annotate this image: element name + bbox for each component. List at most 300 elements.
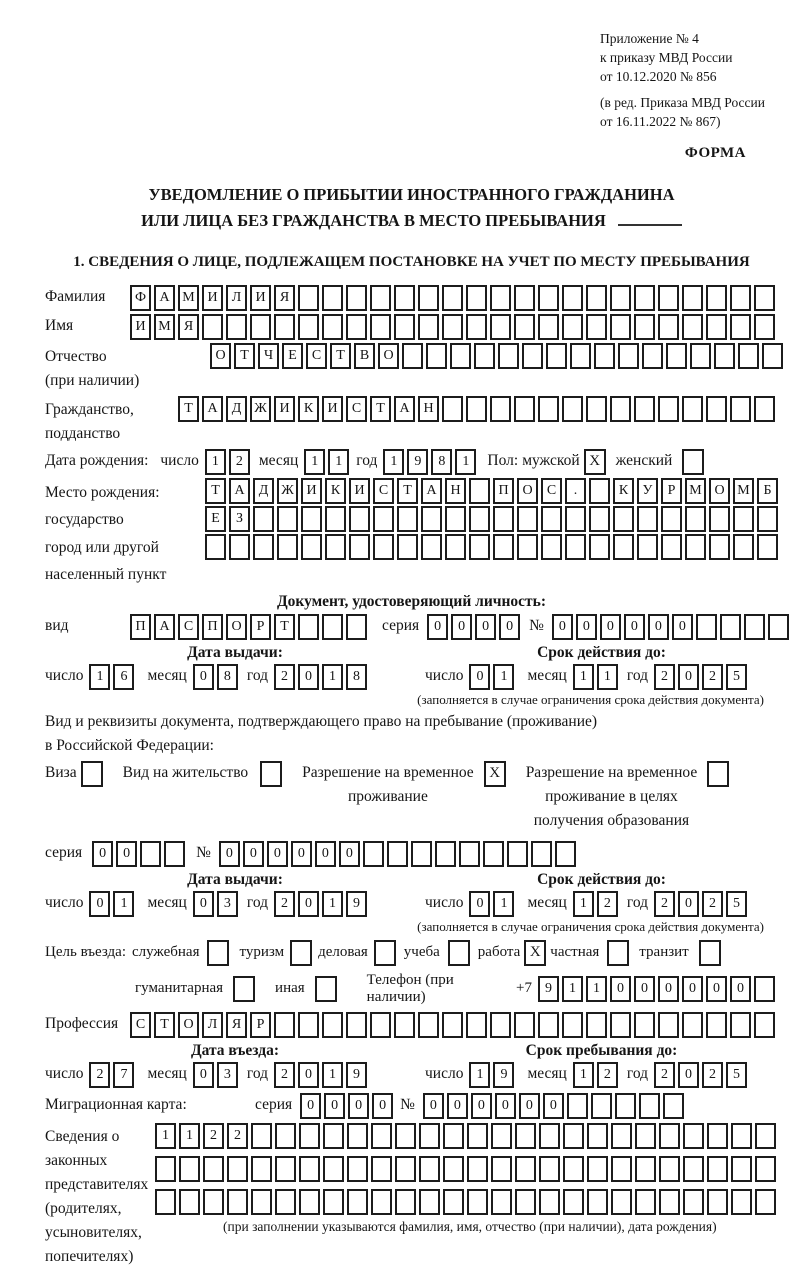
char-cell[interactable]: 0 [267,841,288,867]
char-cell[interactable] [483,841,504,867]
char-cell[interactable] [539,1156,560,1182]
char-cell[interactable] [755,1156,776,1182]
char-cell[interactable]: 1 [322,891,343,917]
char-cell[interactable]: Ж [250,396,271,422]
char-cell[interactable] [507,841,528,867]
char-cell[interactable]: М [154,314,175,340]
char-cell[interactable] [467,1123,488,1149]
char-cell[interactable] [555,841,576,867]
char-cell[interactable] [298,614,319,640]
char-cell[interactable] [227,1156,248,1182]
char-cell[interactable]: З [229,506,250,532]
char-cell[interactable]: 0 [552,614,573,640]
char-cell[interactable] [299,1156,320,1182]
char-cell[interactable] [253,534,274,560]
char-cell[interactable] [730,314,751,340]
char-cell[interactable] [611,1123,632,1149]
char-cell[interactable]: 1 [155,1123,176,1149]
char-cell[interactable] [419,1123,440,1149]
char-cell[interactable]: П [202,614,223,640]
char-cell[interactable]: 1 [89,664,110,690]
char-cell[interactable]: 0 [648,614,669,640]
char-cell[interactable] [275,1156,296,1182]
char-cell[interactable] [274,1012,295,1038]
char-cell[interactable]: М [733,478,754,504]
char-cell[interactable] [730,1012,751,1038]
char-cell[interactable]: 1 [304,449,325,475]
char-cell[interactable]: 0 [348,1093,369,1119]
visa-checkbox[interactable] [81,761,103,787]
char-cell[interactable] [613,506,634,532]
char-cell[interactable] [418,285,439,311]
char-cell[interactable] [442,1012,463,1038]
char-cell[interactable] [733,534,754,560]
char-cell[interactable]: Ч [258,343,279,369]
char-cell[interactable]: 2 [274,1062,295,1088]
char-cell[interactable] [322,285,343,311]
char-cell[interactable] [450,343,471,369]
sex-male-checkbox[interactable]: X [584,449,606,475]
char-cell[interactable] [459,841,480,867]
char-cell[interactable] [490,1012,511,1038]
char-cell[interactable] [635,1156,656,1182]
char-cell[interactable] [658,285,679,311]
char-cell[interactable] [442,396,463,422]
char-cell[interactable]: 0 [624,614,645,640]
char-cell[interactable] [658,314,679,340]
char-cell[interactable]: 1 [586,976,607,1002]
char-cell[interactable]: Т [330,343,351,369]
char-cell[interactable] [347,1189,368,1215]
char-cell[interactable]: Л [226,285,247,311]
char-cell[interactable] [203,1189,224,1215]
char-cell[interactable] [395,1123,416,1149]
char-cell[interactable] [589,478,610,504]
char-cell[interactable]: С [346,396,367,422]
char-cell[interactable]: А [154,285,175,311]
char-cell[interactable] [663,1093,684,1119]
char-cell[interactable]: О [226,614,247,640]
char-cell[interactable] [610,396,631,422]
char-cell[interactable]: 0 [92,841,113,867]
char-cell[interactable] [563,1123,584,1149]
char-cell[interactable] [658,1012,679,1038]
char-cell[interactable]: 1 [113,891,134,917]
char-cell[interactable]: К [613,478,634,504]
char-cell[interactable] [498,343,519,369]
char-cell[interactable] [707,1189,728,1215]
char-cell[interactable] [349,506,370,532]
char-cell[interactable] [346,1012,367,1038]
char-cell[interactable] [589,534,610,560]
char-cell[interactable] [683,1156,704,1182]
char-cell[interactable] [690,343,711,369]
char-cell[interactable] [539,1189,560,1215]
char-cell[interactable]: 0 [219,841,240,867]
char-cell[interactable]: 9 [407,449,428,475]
char-cell[interactable]: П [493,478,514,504]
char-cell[interactable]: И [349,478,370,504]
char-cell[interactable]: Т [234,343,255,369]
char-cell[interactable] [538,285,559,311]
char-cell[interactable] [754,396,775,422]
char-cell[interactable]: Я [226,1012,247,1038]
char-cell[interactable] [298,285,319,311]
char-cell[interactable] [418,314,439,340]
char-cell[interactable]: Р [250,614,271,640]
char-cell[interactable] [514,285,535,311]
char-cell[interactable] [682,396,703,422]
char-cell[interactable]: 0 [193,1062,214,1088]
char-cell[interactable]: 0 [576,614,597,640]
char-cell[interactable] [731,1123,752,1149]
char-cell[interactable]: 2 [227,1123,248,1149]
char-cell[interactable] [682,1012,703,1038]
purpose-tourism-checkbox[interactable] [290,940,312,966]
char-cell[interactable]: 1 [573,1062,594,1088]
char-cell[interactable] [322,314,343,340]
char-cell[interactable]: Е [205,506,226,532]
char-cell[interactable] [514,314,535,340]
char-cell[interactable]: К [298,396,319,422]
char-cell[interactable]: 5 [726,664,747,690]
char-cell[interactable]: С [130,1012,151,1038]
char-cell[interactable] [731,1189,752,1215]
char-cell[interactable]: Р [661,478,682,504]
char-cell[interactable] [754,285,775,311]
char-cell[interactable]: 0 [672,614,693,640]
char-cell[interactable] [251,1156,272,1182]
char-cell[interactable]: 0 [298,1062,319,1088]
char-cell[interactable] [370,314,391,340]
char-cell[interactable]: И [322,396,343,422]
char-cell[interactable] [371,1156,392,1182]
char-cell[interactable]: 0 [610,976,631,1002]
char-cell[interactable] [514,1012,535,1038]
char-cell[interactable] [634,396,655,422]
char-cell[interactable] [394,1012,415,1038]
char-cell[interactable] [522,343,543,369]
char-cell[interactable]: Н [445,478,466,504]
char-cell[interactable] [586,285,607,311]
char-cell[interactable]: Т [397,478,418,504]
char-cell[interactable] [762,343,783,369]
char-cell[interactable] [421,534,442,560]
char-cell[interactable]: 0 [471,1093,492,1119]
char-cell[interactable] [443,1123,464,1149]
char-cell[interactable]: О [709,478,730,504]
char-cell[interactable]: Т [370,396,391,422]
purpose-business-checkbox[interactable] [374,940,396,966]
char-cell[interactable] [202,314,223,340]
char-cell[interactable]: К [325,478,346,504]
char-cell[interactable]: 0 [193,891,214,917]
char-cell[interactable]: 0 [706,976,727,1002]
char-cell[interactable] [610,285,631,311]
char-cell[interactable] [618,343,639,369]
char-cell[interactable]: И [301,478,322,504]
char-cell[interactable] [325,506,346,532]
char-cell[interactable] [563,1189,584,1215]
purpose-humanitarian-checkbox[interactable] [233,976,255,1002]
char-cell[interactable] [299,1123,320,1149]
char-cell[interactable] [179,1156,200,1182]
char-cell[interactable] [466,1012,487,1038]
char-cell[interactable] [373,506,394,532]
char-cell[interactable]: У [637,478,658,504]
char-cell[interactable]: 2 [89,1062,110,1088]
char-cell[interactable] [325,534,346,560]
char-cell[interactable] [531,841,552,867]
char-cell[interactable]: И [130,314,151,340]
char-cell[interactable] [490,285,511,311]
char-cell[interactable]: Б [757,478,778,504]
char-cell[interactable] [730,285,751,311]
char-cell[interactable] [562,1012,583,1038]
char-cell[interactable]: 0 [372,1093,393,1119]
char-cell[interactable] [466,285,487,311]
char-cell[interactable] [538,1012,559,1038]
char-cell[interactable] [371,1189,392,1215]
char-cell[interactable] [757,506,778,532]
char-cell[interactable]: Е [282,343,303,369]
char-cell[interactable]: 8 [346,664,367,690]
char-cell[interactable] [395,1189,416,1215]
char-cell[interactable] [347,1156,368,1182]
char-cell[interactable] [346,314,367,340]
char-cell[interactable]: 0 [315,841,336,867]
char-cell[interactable]: 0 [298,891,319,917]
char-cell[interactable]: О [210,343,231,369]
char-cell[interactable]: А [154,614,175,640]
char-cell[interactable] [443,1189,464,1215]
char-cell[interactable]: А [421,478,442,504]
char-cell[interactable] [226,314,247,340]
char-cell[interactable]: 0 [600,614,621,640]
char-cell[interactable] [469,506,490,532]
char-cell[interactable] [706,314,727,340]
char-cell[interactable]: 5 [726,891,747,917]
char-cell[interactable]: 1 [322,664,343,690]
char-cell[interactable]: 6 [113,664,134,690]
char-cell[interactable]: 3 [217,891,238,917]
char-cell[interactable] [562,285,583,311]
char-cell[interactable]: Д [253,478,274,504]
char-cell[interactable] [615,1093,636,1119]
char-cell[interactable] [515,1123,536,1149]
char-cell[interactable] [589,506,610,532]
char-cell[interactable] [610,1012,631,1038]
char-cell[interactable] [696,614,717,640]
char-cell[interactable]: Т [274,614,295,640]
char-cell[interactable]: 0 [682,976,703,1002]
char-cell[interactable] [493,506,514,532]
char-cell[interactable] [514,396,535,422]
char-cell[interactable]: Я [178,314,199,340]
char-cell[interactable]: 0 [495,1093,516,1119]
char-cell[interactable]: А [229,478,250,504]
char-cell[interactable] [298,314,319,340]
char-cell[interactable]: С [306,343,327,369]
char-cell[interactable]: 1 [205,449,226,475]
char-cell[interactable] [517,534,538,560]
char-cell[interactable]: 8 [217,664,238,690]
char-cell[interactable]: Ф [130,285,151,311]
char-cell[interactable] [250,314,271,340]
char-cell[interactable] [634,314,655,340]
char-cell[interactable]: 5 [726,1062,747,1088]
char-cell[interactable]: 0 [543,1093,564,1119]
char-cell[interactable]: 2 [597,891,618,917]
char-cell[interactable]: П [130,614,151,640]
char-cell[interactable]: О [378,343,399,369]
char-cell[interactable] [419,1156,440,1182]
char-cell[interactable] [546,343,567,369]
char-cell[interactable]: Д [226,396,247,422]
char-cell[interactable] [685,534,706,560]
char-cell[interactable] [538,396,559,422]
char-cell[interactable] [466,314,487,340]
char-cell[interactable] [323,1189,344,1215]
char-cell[interactable] [682,314,703,340]
char-cell[interactable] [298,1012,319,1038]
char-cell[interactable]: Ж [277,478,298,504]
char-cell[interactable]: Р [250,1012,271,1038]
char-cell[interactable] [709,534,730,560]
char-cell[interactable] [637,506,658,532]
char-cell[interactable]: 0 [243,841,264,867]
char-cell[interactable]: 0 [447,1093,468,1119]
char-cell[interactable] [639,1093,660,1119]
char-cell[interactable] [467,1189,488,1215]
char-cell[interactable] [370,285,391,311]
char-cell[interactable] [733,506,754,532]
char-cell[interactable]: 3 [217,1062,238,1088]
char-cell[interactable] [419,1189,440,1215]
char-cell[interactable] [347,1123,368,1149]
char-cell[interactable]: Т [154,1012,175,1038]
char-cell[interactable] [754,1012,775,1038]
char-cell[interactable]: 0 [339,841,360,867]
char-cell[interactable] [707,1156,728,1182]
char-cell[interactable]: 0 [451,614,472,640]
char-cell[interactable]: 0 [678,891,699,917]
char-cell[interactable] [373,534,394,560]
char-cell[interactable]: М [178,285,199,311]
char-cell[interactable] [435,841,456,867]
char-cell[interactable] [683,1189,704,1215]
char-cell[interactable] [491,1123,512,1149]
char-cell[interactable] [443,1156,464,1182]
char-cell[interactable] [363,841,384,867]
char-cell[interactable] [155,1156,176,1182]
char-cell[interactable] [661,534,682,560]
char-cell[interactable] [642,343,663,369]
char-cell[interactable] [349,534,370,560]
char-cell[interactable] [685,506,706,532]
char-cell[interactable] [594,343,615,369]
char-cell[interactable]: 1 [562,976,583,1002]
char-cell[interactable] [757,534,778,560]
char-cell[interactable] [397,534,418,560]
char-cell[interactable]: 0 [469,664,490,690]
char-cell[interactable] [517,506,538,532]
char-cell[interactable]: М [685,478,706,504]
char-cell[interactable]: 0 [89,891,110,917]
char-cell[interactable] [421,506,442,532]
char-cell[interactable] [587,1156,608,1182]
char-cell[interactable]: 0 [678,1062,699,1088]
char-cell[interactable] [714,343,735,369]
char-cell[interactable] [397,506,418,532]
char-cell[interactable]: 1 [383,449,404,475]
char-cell[interactable] [659,1156,680,1182]
char-cell[interactable] [491,1156,512,1182]
char-cell[interactable] [538,314,559,340]
char-cell[interactable]: 0 [298,664,319,690]
char-cell[interactable] [562,396,583,422]
char-cell[interactable]: 1 [469,1062,490,1088]
char-cell[interactable]: Т [205,478,226,504]
char-cell[interactable] [755,1189,776,1215]
char-cell[interactable]: 9 [346,1062,367,1088]
char-cell[interactable] [515,1189,536,1215]
char-cell[interactable] [179,1189,200,1215]
char-cell[interactable] [469,534,490,560]
char-cell[interactable]: 1 [493,891,514,917]
char-cell[interactable] [402,343,423,369]
char-cell[interactable] [474,343,495,369]
char-cell[interactable]: 0 [475,614,496,640]
char-cell[interactable] [768,614,789,640]
char-cell[interactable] [277,534,298,560]
char-cell[interactable] [706,285,727,311]
char-cell[interactable]: 2 [203,1123,224,1149]
char-cell[interactable]: Я [274,285,295,311]
char-cell[interactable] [322,1012,343,1038]
char-cell[interactable]: 1 [493,664,514,690]
char-cell[interactable] [591,1093,612,1119]
char-cell[interactable]: 1 [573,664,594,690]
char-cell[interactable] [634,285,655,311]
char-cell[interactable]: С [178,614,199,640]
char-cell[interactable] [610,314,631,340]
char-cell[interactable]: 0 [499,614,520,640]
char-cell[interactable] [586,314,607,340]
char-cell[interactable] [565,534,586,560]
char-cell[interactable] [490,396,511,422]
char-cell[interactable] [539,1123,560,1149]
char-cell[interactable]: 1 [328,449,349,475]
char-cell[interactable]: С [373,478,394,504]
char-cell[interactable]: 2 [702,891,723,917]
char-cell[interactable]: 2 [654,1062,675,1088]
char-cell[interactable] [611,1156,632,1182]
purpose-work-checkbox[interactable]: X [524,940,546,966]
char-cell[interactable] [469,478,490,504]
char-cell[interactable]: А [202,396,223,422]
char-cell[interactable]: 2 [702,664,723,690]
char-cell[interactable] [275,1189,296,1215]
char-cell[interactable] [301,506,322,532]
char-cell[interactable]: В [354,343,375,369]
purpose-official-checkbox[interactable] [207,940,229,966]
char-cell[interactable] [661,506,682,532]
char-cell[interactable]: О [178,1012,199,1038]
char-cell[interactable] [730,396,751,422]
char-cell[interactable] [277,506,298,532]
char-cell[interactable] [229,534,250,560]
